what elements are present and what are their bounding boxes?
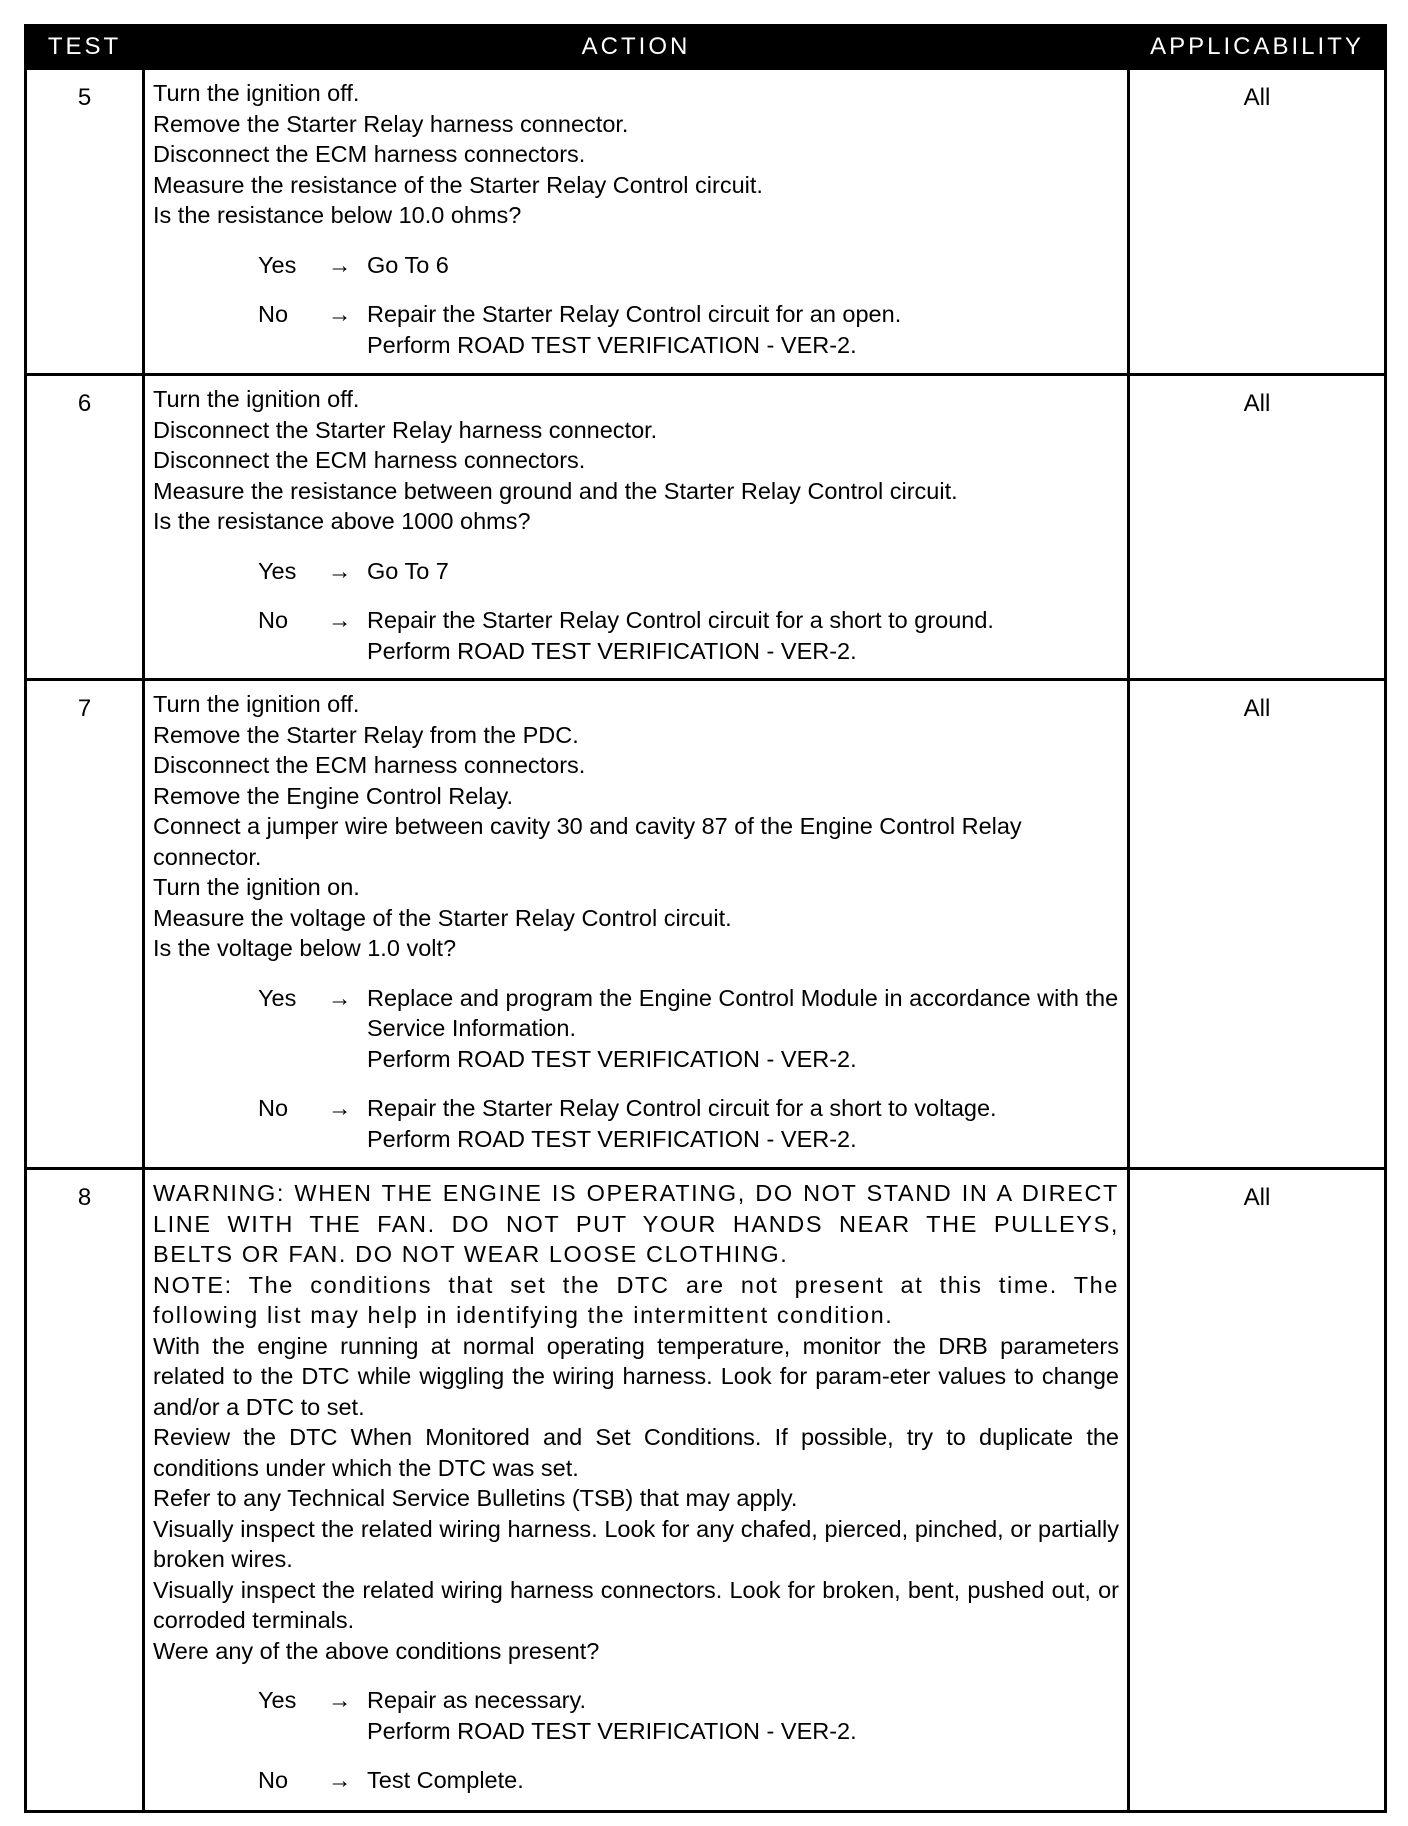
yes-result (367, 556, 1119, 587)
step: Review the DTC When Monitored and Set Conditions. If possible, try to duplicate the conditions under which the DTC was set. (153, 1424, 1119, 1481)
test-row-8 (26, 1169, 1386, 1812)
no-label: No (258, 1767, 289, 1793)
no-result (367, 605, 1119, 666)
step: Measure the resistance of the Starter Relay Control circuit. (153, 171, 763, 198)
step: Disconnect the ECM harness connectors. (153, 447, 586, 473)
header-test: TEST (26, 26, 144, 69)
step: Disconnect the ECM harness connectors. (153, 141, 586, 167)
result-line: Repair the Starter Relay Control circuit for a short to voltage. (367, 1095, 997, 1121)
yes-label: Yes (258, 557, 297, 584)
arrow-right-icon: → (327, 607, 352, 633)
result-line: Perform ROAD TEST VERIFICATION - VER-2. (367, 331, 857, 358)
arrow-right-icon: → (327, 301, 352, 327)
result-line: Perform ROAD TEST VERIFICATION - VER-2. (367, 1717, 857, 1744)
step: Is the voltage below 1.0 volt? (153, 935, 457, 961)
step: Is the resistance above 1000 ohms? (153, 508, 531, 534)
step: Turn the ignition off. (153, 80, 360, 106)
no-outcome (153, 299, 1119, 360)
result-line: Repair the Starter Relay Control circuit for an open. (367, 301, 902, 327)
yes-outcome (153, 983, 1119, 1075)
table-header-row (26, 26, 1386, 69)
action-cell (144, 375, 1129, 680)
step: Measure the resistance between ground and the Starter Relay Control circuit. (153, 477, 958, 504)
result-line: Repair as necessary. (367, 1687, 586, 1713)
result-line: Go To 6 (367, 251, 449, 278)
yes-label: Yes (258, 1687, 297, 1713)
no-label: No (258, 1095, 289, 1121)
step: Turn the ignition off. (153, 386, 360, 412)
result-line: Perform ROAD TEST VERIFICATION - VER-2. (367, 1045, 857, 1072)
result-line: Test Complete. (367, 1767, 524, 1793)
arrow-right-icon: → (327, 1687, 352, 1713)
result-line: Replace and program the Engine Control Module in accordance with the Service Information. (367, 984, 1119, 1041)
steps-list (153, 689, 1119, 964)
no-result (367, 1765, 1119, 1796)
applicability-cell: All (1129, 69, 1386, 375)
result-line: Perform ROAD TEST VERIFICATION - VER-2. (367, 1125, 857, 1152)
step: Is the resistance below 10.0 ohms? (153, 202, 522, 228)
steps-list (153, 1331, 1119, 1667)
step: Turn the ignition off. (153, 691, 360, 717)
no-result (367, 1093, 1119, 1154)
header-applicability: APPLICABILITY (1129, 26, 1386, 69)
step: Disconnect the Starter Relay harness connector. (153, 416, 658, 443)
step: Turn the ignition on. (153, 874, 360, 900)
step: Visually inspect the related wiring harness connectors. Look for broken, bent, pushed out, or corroded terminals. (153, 1576, 1119, 1633)
steps-list (153, 384, 1119, 537)
step: Were any of the above conditions present? (153, 1637, 600, 1664)
step: Disconnect the ECM harness connectors. (153, 752, 586, 778)
warning-text: WARNING: WHEN THE ENGINE IS OPERATING, DO NOT STAND IN A DIRECT LINE WITH THE FAN. DO NOT PUT YOUR HANDS NEAR THE PULLEYS, BELTS OR FAN. DO NOT WEAR LOOSE CLOTHING. (153, 1180, 1119, 1267)
step: With the engine running at normal operating temperature, monitor the DRB parameters related to the DTC while wiggling the wiring harness. Look for param-eter values to change and/or a DTC to set. (153, 1332, 1119, 1420)
steps-list (153, 78, 1119, 231)
test-row-5 (26, 69, 1386, 375)
note-text: NOTE: The conditions that set the DTC are not present at this time. The following list may help in identifying the intermittent condition. (153, 1271, 1119, 1328)
arrow-right-icon: → (327, 251, 352, 278)
yes-outcome (153, 250, 1119, 281)
yes-result (367, 250, 1119, 281)
no-outcome (153, 605, 1119, 666)
arrow-right-icon: → (327, 557, 352, 584)
test-row-6 (26, 375, 1386, 680)
diagnostic-test-table (24, 24, 1387, 1813)
yes-outcome (153, 556, 1119, 587)
header-action: ACTION (144, 26, 1129, 69)
result-line: Perform ROAD TEST VERIFICATION - VER-2. (367, 637, 857, 664)
no-result (367, 299, 1119, 360)
step: Visually inspect the related wiring harness. Look for any chafed, pierced, pinched, or partially broken wires. (153, 1515, 1119, 1572)
test-number: 8 (26, 1169, 144, 1812)
yes-label: Yes (258, 984, 297, 1011)
applicability-cell: All (1129, 680, 1386, 1169)
yes-result (367, 983, 1119, 1075)
yes-outcome (153, 1685, 1119, 1746)
action-cell (144, 1169, 1129, 1812)
applicability-cell: All (1129, 375, 1386, 680)
step: Refer to any Technical Service Bulletins (TSB) that may apply. (153, 1485, 798, 1511)
no-label: No (258, 301, 289, 327)
arrow-right-icon: → (327, 1767, 352, 1793)
step: Remove the Starter Relay harness connector. (153, 110, 629, 137)
test-number: 6 (26, 375, 144, 680)
result-line: Go To 7 (367, 557, 449, 584)
step: Remove the Starter Relay from the PDC. (153, 721, 579, 748)
arrow-right-icon: → (327, 1095, 352, 1121)
result-line: Repair the Starter Relay Control circuit for a short to ground. (367, 607, 994, 633)
test-number: 7 (26, 680, 144, 1169)
step: Measure the voltage of the Starter Relay Control circuit. (153, 904, 732, 931)
test-number: 5 (26, 69, 144, 375)
no-label: No (258, 607, 289, 633)
applicability-cell: All (1129, 1169, 1386, 1812)
step: Connect a jumper wire between cavity 30 and cavity 87 of the Engine Control Relay connector. (153, 813, 1022, 870)
action-cell (144, 680, 1129, 1169)
yes-result (367, 1685, 1119, 1746)
action-cell (144, 69, 1129, 375)
no-outcome (153, 1093, 1119, 1154)
test-row-7 (26, 680, 1386, 1169)
yes-label: Yes (258, 251, 297, 278)
step: Remove the Engine Control Relay. (153, 782, 514, 809)
arrow-right-icon: → (327, 984, 352, 1011)
no-outcome (153, 1765, 1119, 1796)
